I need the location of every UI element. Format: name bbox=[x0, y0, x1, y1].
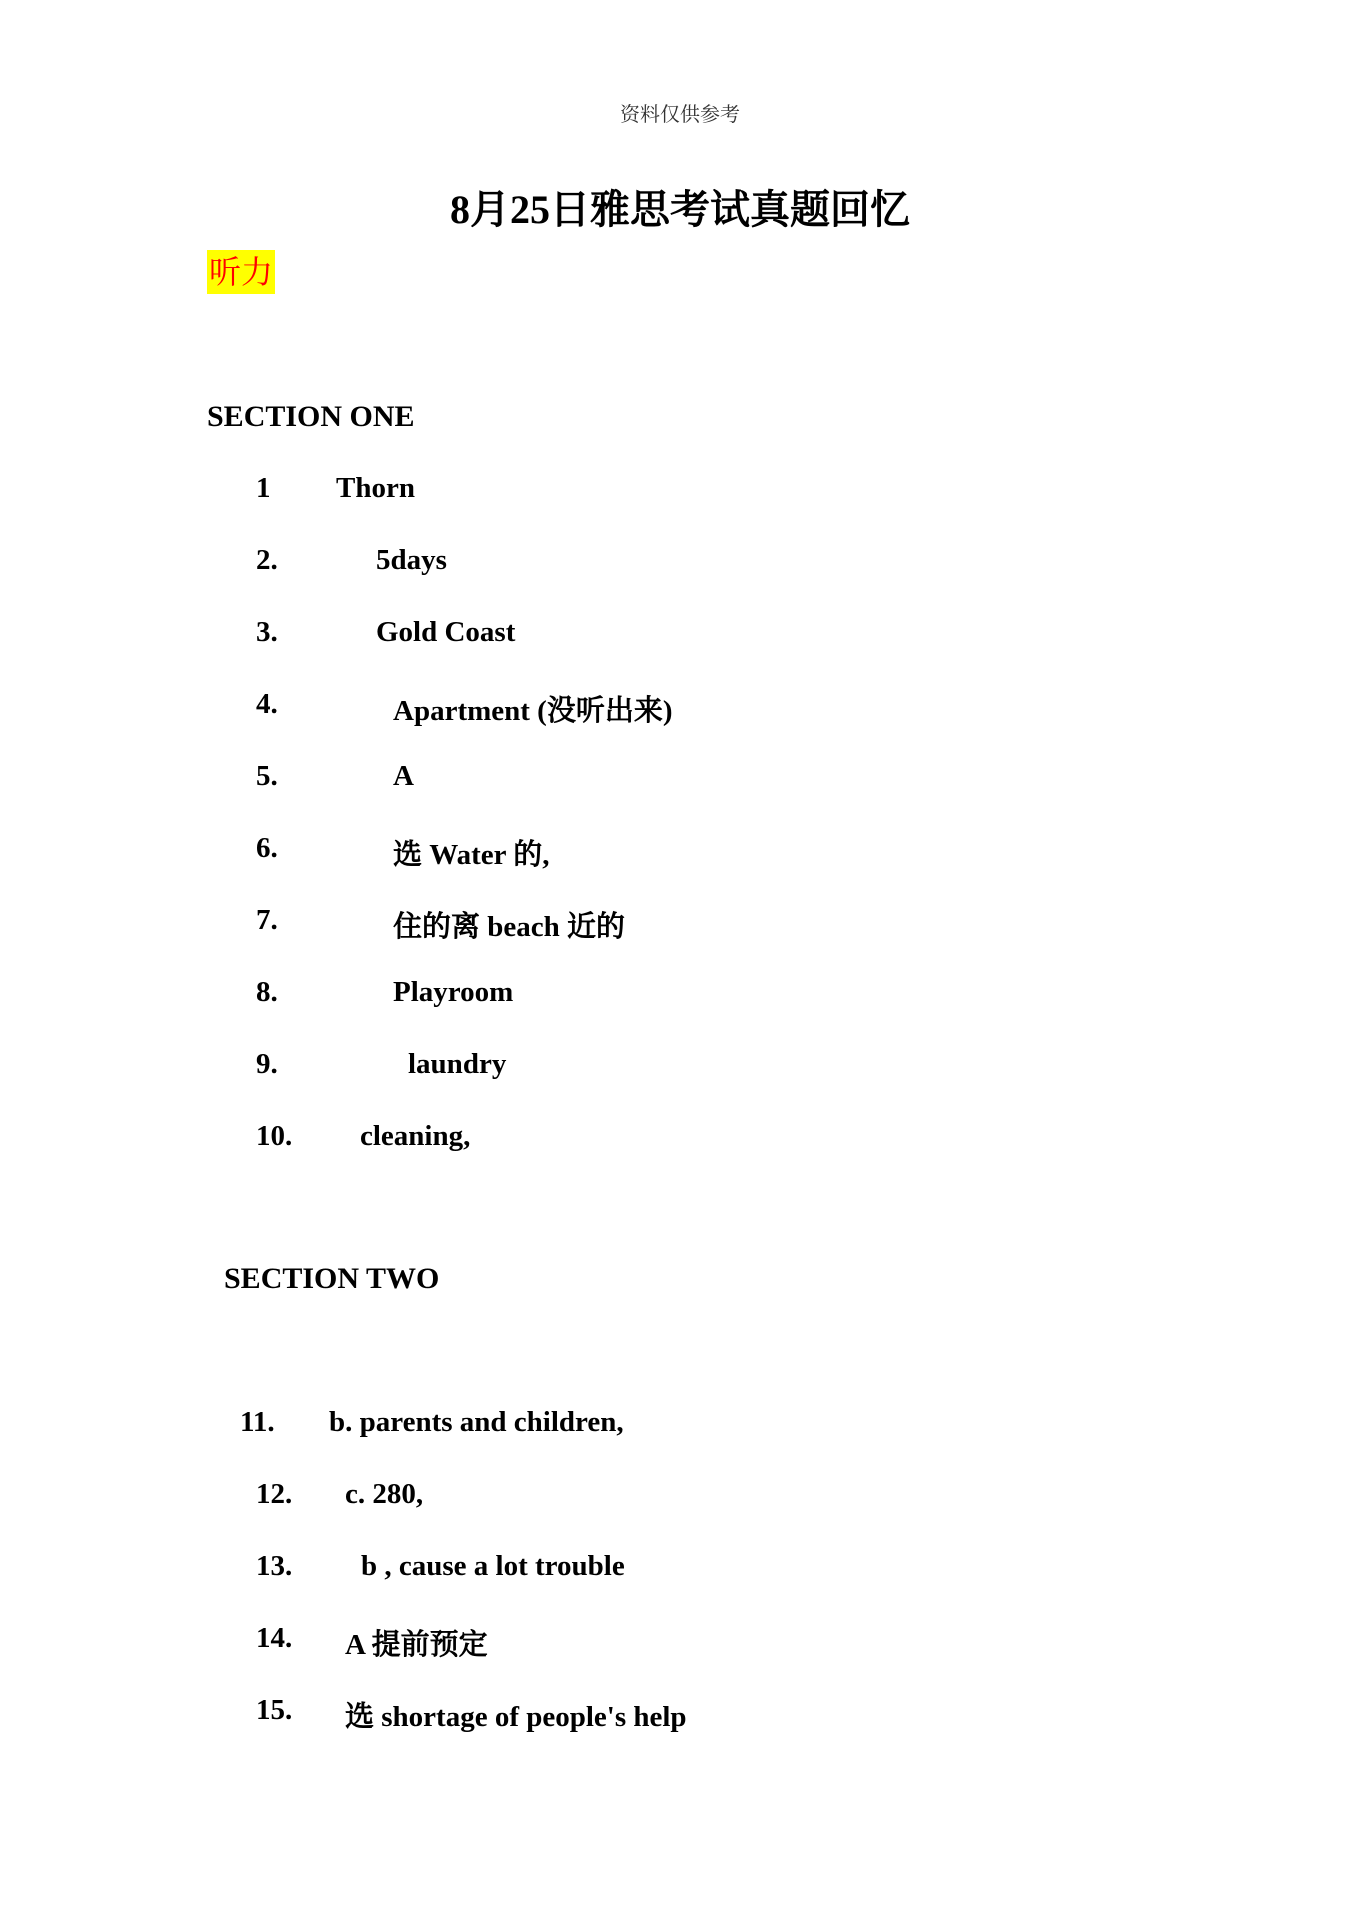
section-two-heading: SECTION TWO bbox=[224, 1262, 440, 1295]
answer-number: 12. bbox=[256, 1478, 293, 1510]
answer-text: Gold Coast bbox=[376, 616, 516, 648]
answer-number: 13. bbox=[256, 1550, 293, 1582]
page-header-note: 资料仅供参考 bbox=[620, 102, 740, 126]
answer-text: Apartment (没听出来) bbox=[393, 695, 673, 727]
answer-text: b , cause a lot trouble bbox=[361, 1550, 625, 1582]
answer-number: 8. bbox=[256, 976, 278, 1008]
answer-number: 9. bbox=[256, 1048, 278, 1080]
answer-number: 4. bbox=[256, 688, 278, 720]
answer-text: A bbox=[393, 760, 414, 792]
answer-text: A 提前预定 bbox=[345, 1629, 488, 1661]
answer-text: b. parents and children, bbox=[329, 1406, 624, 1438]
answer-number: 2. bbox=[256, 544, 278, 576]
answer-number: 11. bbox=[240, 1406, 275, 1438]
answer-text: 选 shortage of people's help bbox=[345, 1701, 687, 1733]
answer-number: 6. bbox=[256, 832, 278, 864]
answer-text: laundry bbox=[408, 1048, 507, 1080]
answer-text: Playroom bbox=[393, 976, 514, 1008]
answer-text: 5days bbox=[376, 544, 447, 576]
section-one-heading: SECTION ONE bbox=[207, 400, 415, 433]
listening-section-label: 听力 bbox=[207, 250, 275, 294]
answer-number: 3. bbox=[256, 616, 278, 648]
answer-text: 选 Water 的, bbox=[393, 839, 550, 871]
answer-text: c. 280, bbox=[345, 1478, 424, 1510]
answer-number: 15. bbox=[256, 1694, 293, 1726]
document-title: 8月25日雅思考试真题回忆 bbox=[450, 187, 910, 232]
answer-number: 7. bbox=[256, 904, 278, 936]
answer-number: 14. bbox=[256, 1622, 293, 1654]
answer-text: 住的离 beach 近的 bbox=[393, 911, 626, 943]
answer-text: Thorn bbox=[336, 472, 415, 504]
answer-number: 1 bbox=[256, 472, 271, 504]
answer-number: 10. bbox=[256, 1120, 293, 1152]
answer-number: 5. bbox=[256, 760, 278, 792]
answer-text: cleaning, bbox=[360, 1120, 471, 1152]
